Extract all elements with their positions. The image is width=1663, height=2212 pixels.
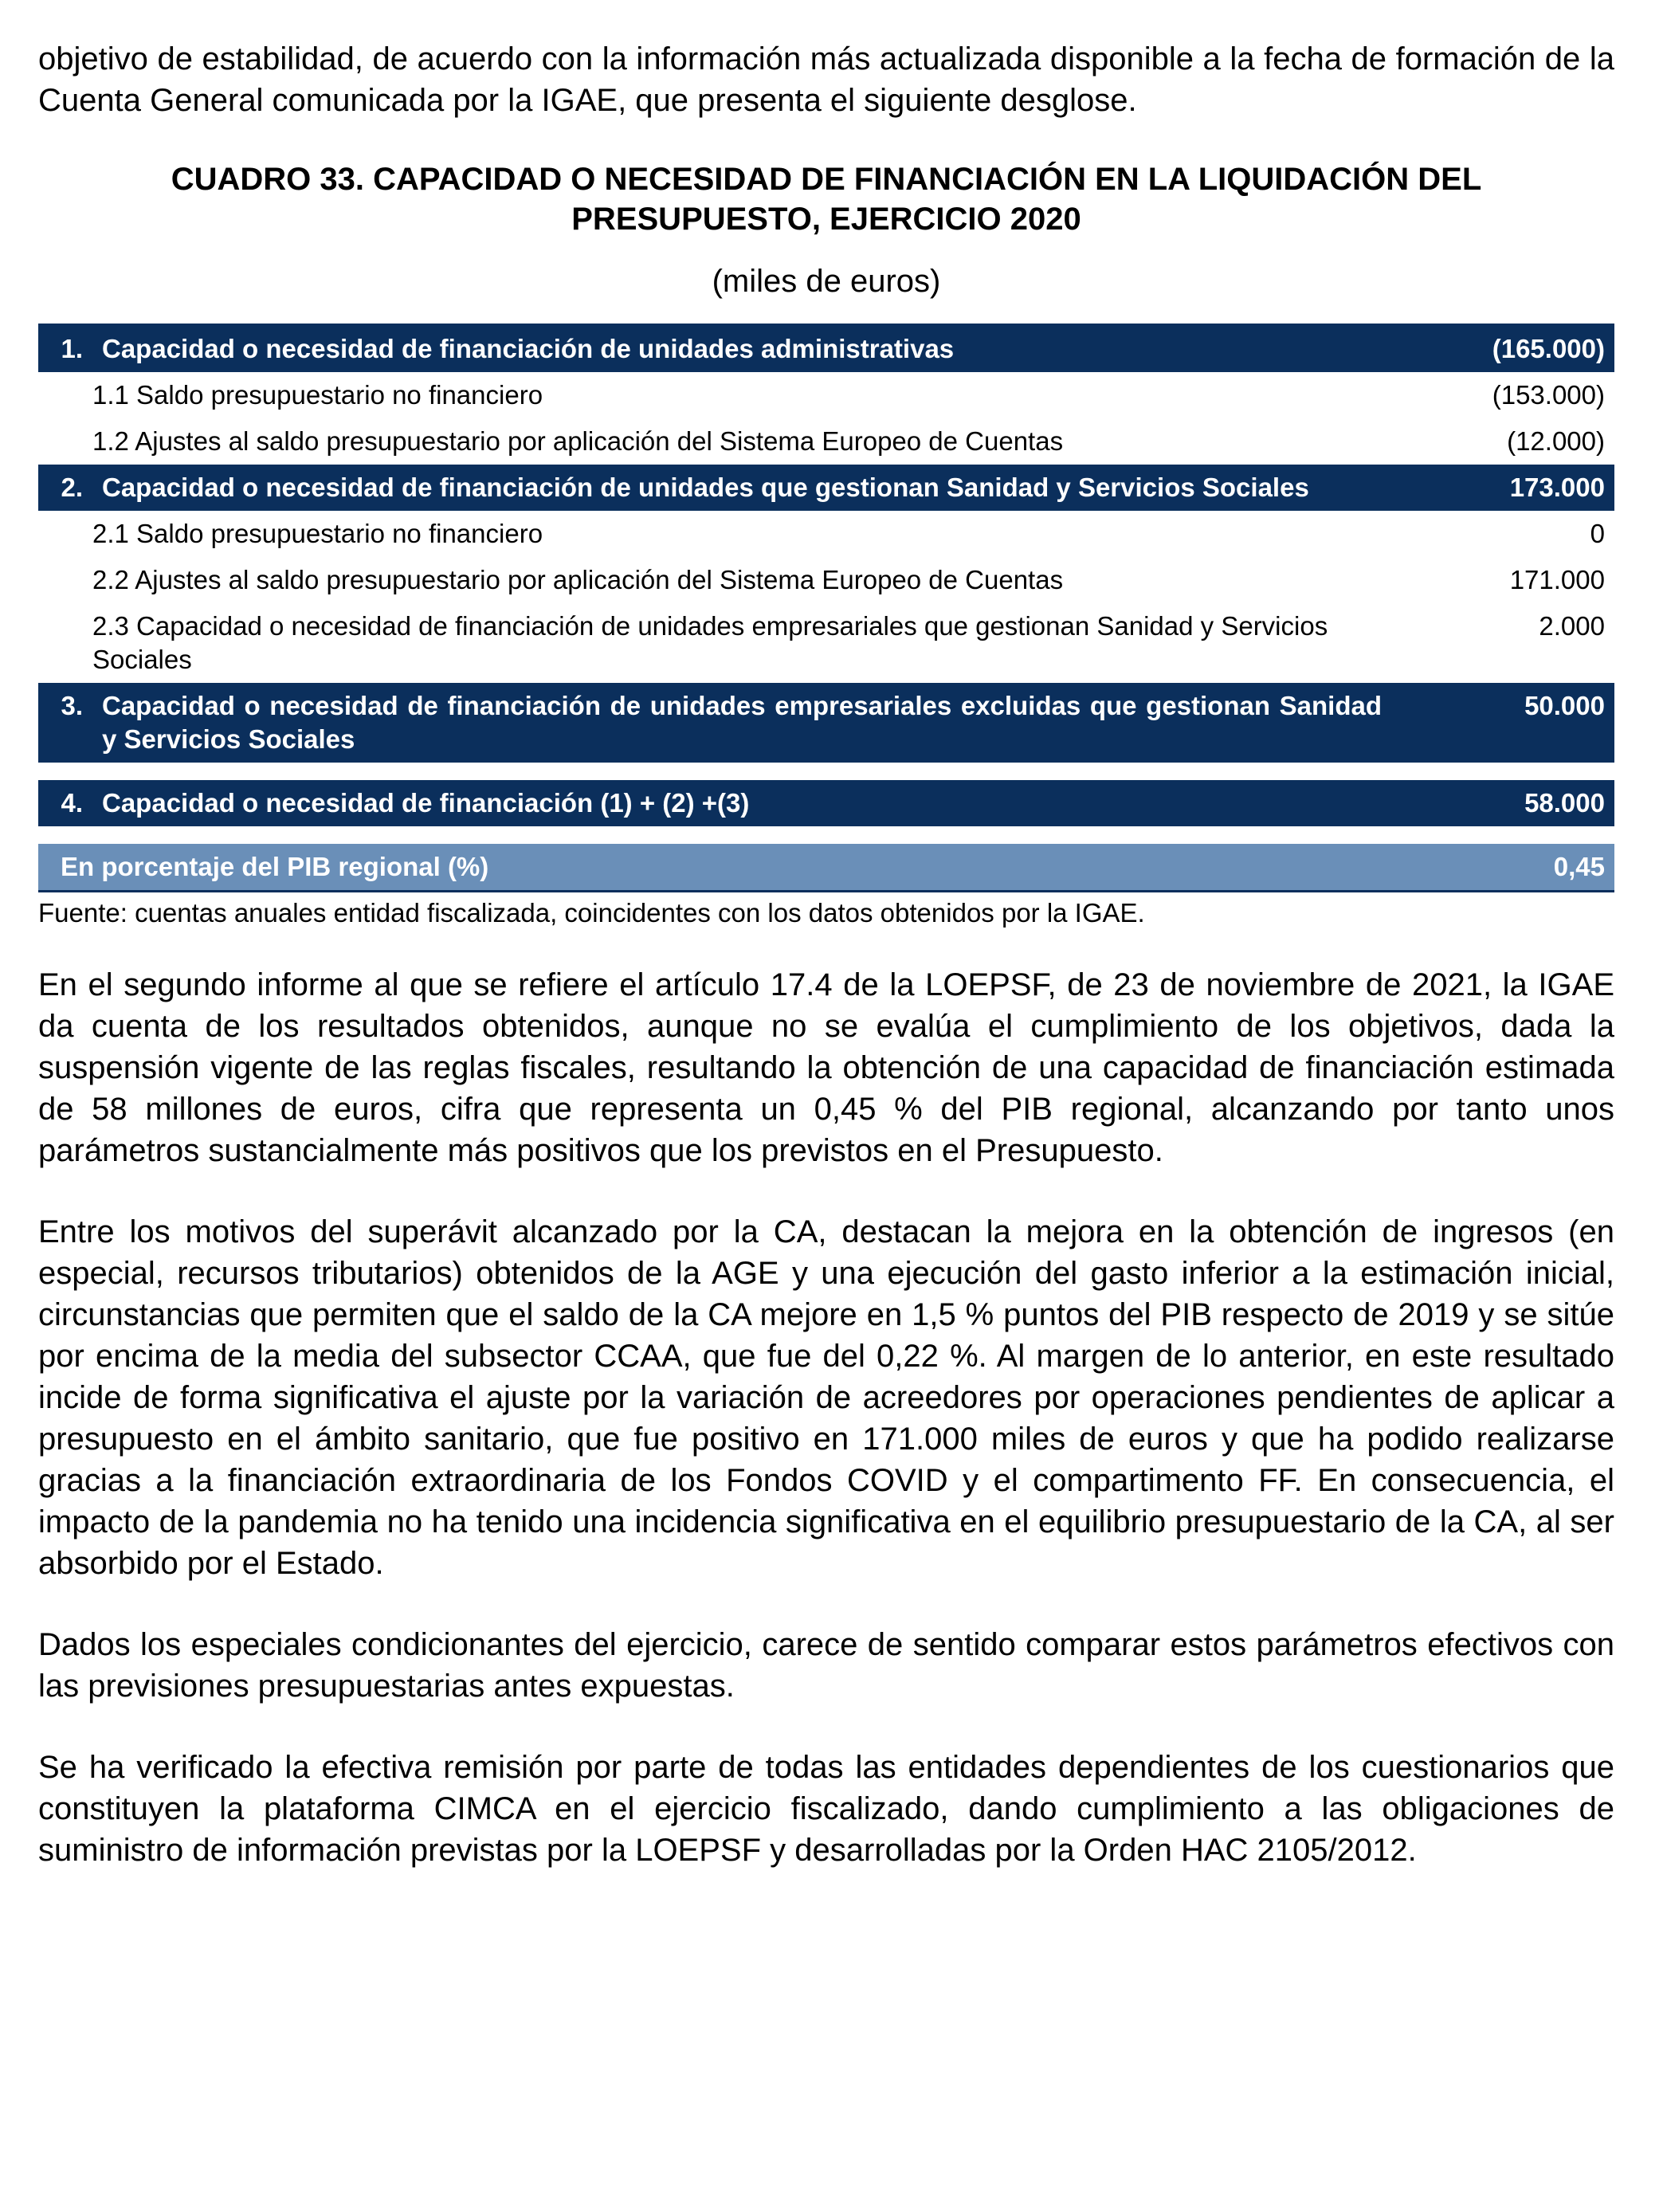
row-label: Capacidad o necesidad de financiación de unidades administrativas [92,325,1391,373]
row-label: 2.3 Capacidad o necesidad de financiación de unidades empresariales que gestionan Sanidad y Servicios Sociales [92,603,1391,683]
table-title-line2: PRESUPUESTO, EJERCICIO 2020 [571,202,1081,237]
row-value: 2.000 [1391,603,1614,683]
row-label: 2.2 Ajustes al saldo presupuestario por aplicación del Sistema Europeo de Cuentas [92,557,1391,603]
row-value: 171.000 [1391,557,1614,603]
document-page [38,38,1614,1871]
table-row [38,325,1614,373]
row-number: 3. [38,683,92,763]
row-label: En porcentaje del PIB regional (%) [38,844,1391,892]
row-value: (12.000) [1391,418,1614,465]
table-units: (miles de euros) [712,264,941,299]
table-row [38,603,1614,683]
table-title-line1: CUADRO 33. CAPACIDAD O NECESIDAD DE FINANCIACIÓN EN LA LIQUIDACIÓN DEL [171,162,1482,197]
table-source-note: Fuente: cuentas anuales entidad fiscalizada, coincidentes con los datos obtenidos por la IGAE. [38,898,1145,928]
row-label: Capacidad o necesidad de financiación (1) + (2) +(3) [92,780,1391,826]
table-row [38,372,1614,418]
table-row [38,418,1614,465]
paragraph-2: Entre los motivos del superávit alcanzado por la CA, destacan la mejora en la obtención de ingresos (en especial, recursos tributarios) obtenidos de la AGE y una ejecución del gasto inferior a la estimación inicial, circunstancias que permiten que el saldo de la CA mejore en 1,5 % puntos del PIB respecto de 2019 y se sitúe por encima de la media del subsector CCAA, que fue del 0,22 %. Al margen de lo anterior, en este resultado incide de forma significativa el ajuste por la variación de acreedores por operaciones pendientes de aplicar a presupuesto en el ámbito sanitario, que fue positivo en 171.000 miles de euros y que ha podido realizarse gracias a la financiación extraordinaria de los Fondos COVID y el compartimento FF. En consecuencia, el impacto de la pandemia no ha tenido una incidencia significativa en el equilibrio presupuestario de la CA, al ser absorbido por el Estado. [38,1214,1614,1581]
row-label: 1.1 Saldo presupuestario no financiero [92,372,1391,418]
row-label: Capacidad o necesidad de financiación de unidades empresariales excluidas que gestionan Sanidad y Servicios Sociales [92,683,1391,763]
paragraph-1: En el segundo informe al que se refiere el artículo 17.4 de la LOEPSF, de 23 de noviembre de 2021, la IGAE da cuenta de los resultados obtenidos, aunque no se evalúa el cumplimiento de los objetivos, dada la suspensión vigente de las reglas fiscales, resultando la obtención de una capacidad de financiación estimada de 58 millones de euros, cifra que representa un 0,45 % del PIB regional, alcanzando por tanto unos parámetros sustancialmente más positivos que los previstos en el Presupuesto. [38,967,1614,1168]
row-value: (165.000) [1391,325,1614,373]
paragraph-3: Dados los especiales condicionantes del ejercicio, carece de sentido comparar estos parámetros efectivos con las previsiones presupuestarias antes expuestas. [38,1627,1614,1704]
row-value: 58.000 [1391,780,1614,826]
row-value: 50.000 [1391,683,1614,763]
paragraph-4: Se ha verificado la efectiva remisión por parte de todas las entidades dependientes de los cuestionarios que constituyen la plataforma CIMCA en el ejercicio fiscalizado, dando cumplimiento a las obligaciones de suministro de información previstas por la LOEPSF y desarrolladas por la Orden HAC 2105/2012. [38,1750,1614,1868]
financing-table [38,324,1614,892]
row-value: 173.000 [1391,465,1614,511]
row-label: Capacidad o necesidad de financiación de unidades que gestionan Sanidad y Servicios Sociales [92,465,1391,511]
row-value: (153.000) [1391,372,1614,418]
row-label: 2.1 Saldo presupuestario no financiero [92,511,1391,557]
row-number: 2. [38,465,92,511]
row-label: 1.2 Ajustes al saldo presupuestario por aplicación del Sistema Europeo de Cuentas [92,418,1391,465]
table-row-percentage [38,844,1614,892]
intro-paragraph: objetivo de estabilidad, de acuerdo con la información más actualizada disponible a la fecha de formación de la Cuenta General comunicada por la IGAE, que presenta el siguiente desglose. [38,41,1614,118]
row-number: 1. [38,325,92,373]
table-row [38,465,1614,511]
table-row [38,683,1614,763]
row-value: 0 [1391,511,1614,557]
table-row-total [38,780,1614,826]
table-row [38,557,1614,603]
row-number: 4. [38,780,92,826]
table-row [38,511,1614,557]
row-value: 0,45 [1391,844,1614,892]
